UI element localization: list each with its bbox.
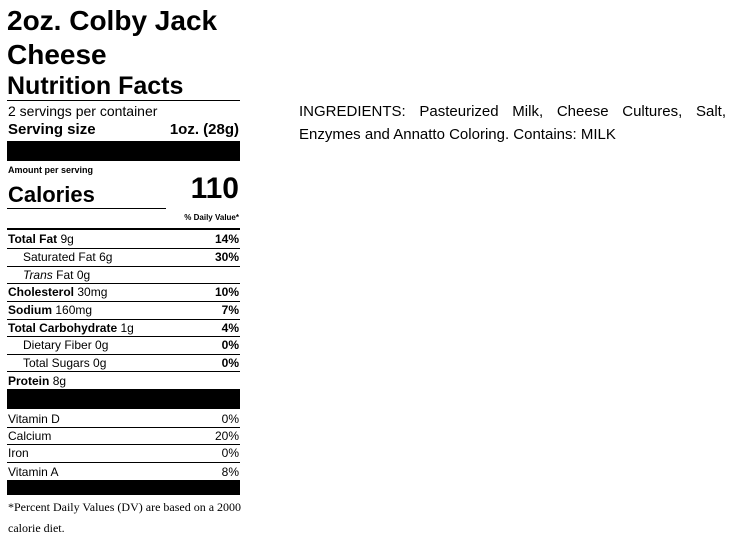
nutrient-row-sodium xyxy=(8,303,239,318)
vitamin-row-vitamin-a xyxy=(8,465,239,480)
divider xyxy=(7,248,240,249)
vitamin-name: Vitamin D xyxy=(8,412,60,426)
divider xyxy=(7,208,166,209)
nutrient-row-total-sugars xyxy=(23,356,239,371)
nutrient-amount: 1g xyxy=(120,321,134,335)
thick-divider xyxy=(7,389,240,409)
divider xyxy=(7,283,240,284)
vitamin-name: Iron xyxy=(8,446,29,460)
nutrient-row-total-fat xyxy=(8,232,239,247)
divider xyxy=(7,301,240,302)
calories-value: 110 xyxy=(190,172,239,205)
divider xyxy=(7,462,240,463)
nutrient-name: Total Fat xyxy=(8,232,58,246)
divider xyxy=(7,444,240,445)
servings-per-container: 2 servings per container xyxy=(8,103,158,119)
nutrient-row-dietary-fiber xyxy=(23,338,239,353)
divider xyxy=(7,266,240,267)
nutrition-facts-heading: Nutrition Facts xyxy=(7,72,184,100)
vitamin-dv: 0% xyxy=(221,412,239,426)
nutrient-amount: 9g xyxy=(60,232,74,246)
vitamin-dv: 20% xyxy=(214,429,239,443)
nutrient-dv: 30% xyxy=(214,250,239,264)
nutrient-name: Dietary Fiber xyxy=(23,338,92,352)
nutrient-row-protein xyxy=(8,374,239,389)
nutrient-dv: 0% xyxy=(221,356,239,370)
divider xyxy=(7,100,240,101)
amount-per-serving: Amount per serving xyxy=(8,165,94,175)
vitamin-name: Calcium xyxy=(8,429,52,443)
nutrient-dv: 0% xyxy=(221,338,239,352)
thick-divider xyxy=(7,141,240,161)
serving-size xyxy=(8,121,239,138)
vitamin-dv: 0% xyxy=(221,446,239,460)
product-title: 2oz. Colby Jack Cheese xyxy=(7,5,218,70)
nutrient-name-suffix: Fat xyxy=(56,268,74,282)
nutrient-name: Protein xyxy=(8,374,50,388)
nutrient-amount: 30mg xyxy=(77,285,108,299)
nutrient-row-cholesterol xyxy=(8,285,239,300)
ingredients-text: INGREDIENTS: Pasteurized Milk, Cheese Cultures, Salt, Enzymes and Annatto Coloring. Contains: MILK xyxy=(299,103,726,143)
nutrient-name: Sodium xyxy=(8,303,52,317)
nutrient-row-saturated-fat xyxy=(23,250,239,265)
nutrient-amount: 0g xyxy=(93,356,107,370)
vitamin-row-iron xyxy=(8,446,239,461)
thick-divider xyxy=(7,480,240,495)
nutrient-dv: 10% xyxy=(214,285,239,299)
vitamin-name: Vitamin A xyxy=(8,465,59,479)
calories-label: Calories xyxy=(8,182,95,207)
serving-size-label: Serving size xyxy=(8,121,96,138)
nutrient-row-trans-fat xyxy=(23,268,239,283)
nutrient-name: Total Sugars xyxy=(23,356,90,370)
nutrient-name: Cholesterol xyxy=(8,285,75,299)
nutrient-name: Trans xyxy=(23,268,53,282)
divider xyxy=(7,336,240,337)
nutrient-name: Total Carbohydrate xyxy=(8,321,118,335)
divider xyxy=(7,228,240,230)
nutrient-dv: 7% xyxy=(221,303,239,317)
divider xyxy=(7,427,240,428)
nutrient-dv: 14% xyxy=(214,232,239,246)
nutrient-row-total-carbohydrate xyxy=(8,321,239,336)
nutrient-amount: 8g xyxy=(52,374,67,388)
divider xyxy=(7,319,240,320)
vitamin-row-vitamin-d xyxy=(8,412,239,427)
serving-size-value: 1oz. (28g) xyxy=(169,121,239,138)
nutrient-amount: 0g xyxy=(76,268,91,282)
vitamin-row-calcium xyxy=(8,429,239,444)
daily-value-footnote: *Percent Daily Values (DV) are based on a 2000 calorie diet. xyxy=(8,500,242,535)
nutrient-amount: 160mg xyxy=(55,303,93,317)
daily-value-heading: % Daily Value* xyxy=(184,213,239,222)
nutrient-dv: 4% xyxy=(221,321,239,335)
divider xyxy=(7,371,240,372)
vitamin-dv: 8% xyxy=(221,465,239,479)
nutrient-amount: 0g xyxy=(95,338,109,352)
nutrient-name: Saturated Fat xyxy=(23,250,96,264)
nutrient-amount: 6g xyxy=(99,250,113,264)
divider xyxy=(7,354,240,355)
